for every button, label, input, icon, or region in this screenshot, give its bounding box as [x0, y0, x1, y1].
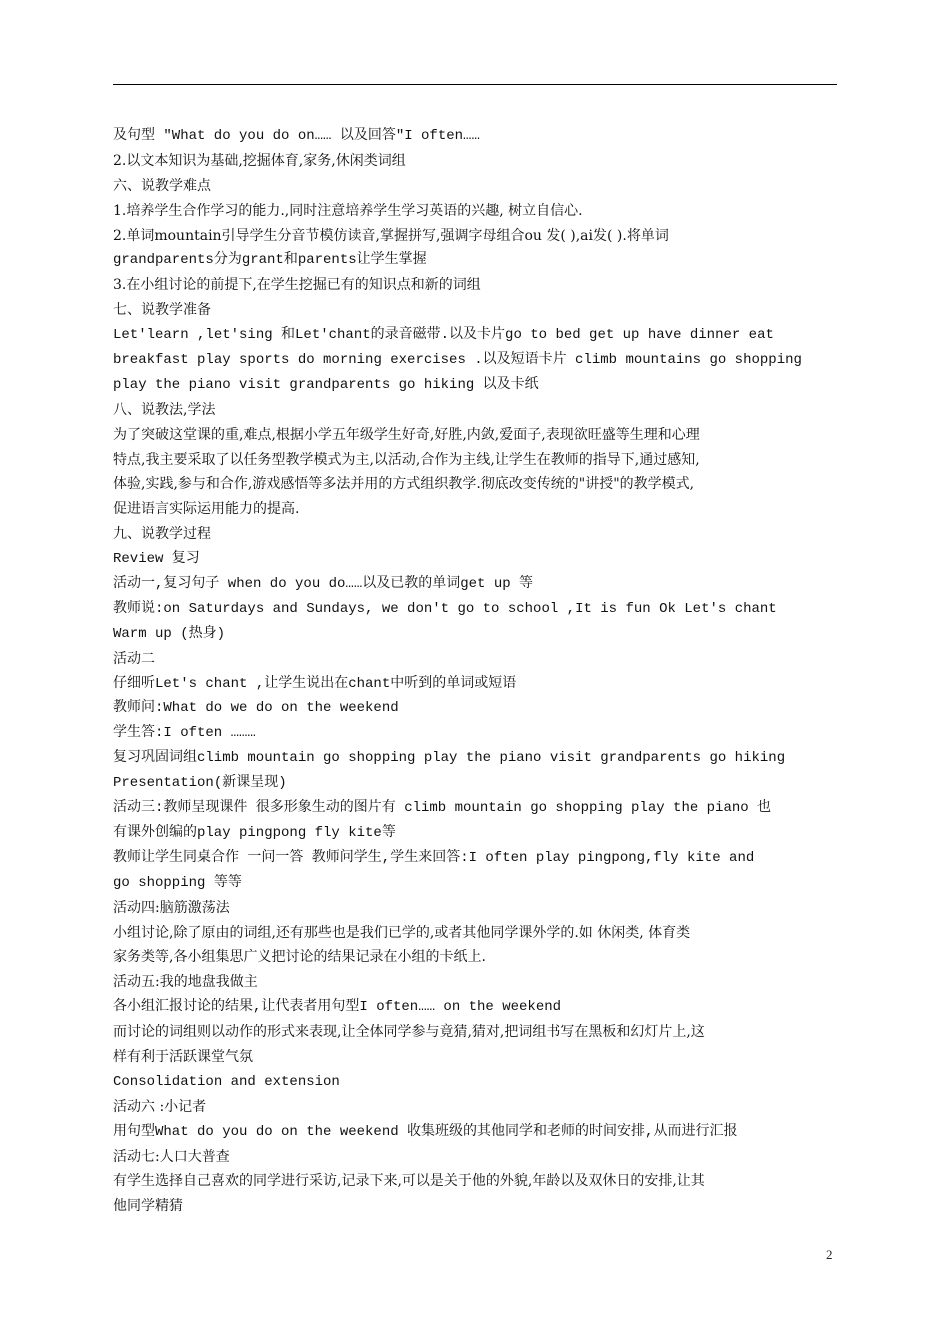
text-line: 特点,我主要采取了以任务型教学模式为主,以活动,合作为主线,让学生在教师的指导下,通过感知,	[113, 451, 700, 468]
text-line: 3.在小组讨论的前提下,在学生挖掘已有的知识点和新的词组	[113, 277, 481, 294]
text-line: 复习巩固词组climb mountain go shopping play the piano visit grandparents go hiking	[113, 750, 786, 767]
text-line: go shopping 等等	[113, 874, 242, 891]
text-line: 为了突破这堂课的重,难点,根据小学五年级学生好奇,好胜,内敛,爱面子,表现欲旺盛等生理和心理	[113, 426, 700, 443]
text-line: 2.以文本知识为基础,挖掘体育,家务,休闲类词组	[113, 152, 406, 169]
text-line: 活动三:教师呈现课件 很多形象生动的图片有 climb mountain go shopping play the piano 也	[113, 800, 772, 817]
text-line: 2.单词mountain引导学生分音节模仿读音,掌握拼写,强调字母组合ou 发( ),ai发( ).将单词	[113, 227, 669, 244]
text-line: 学生答:I often ………	[113, 725, 256, 742]
text-line: 活动二	[113, 650, 155, 667]
text-line: 用句型What do you do on the weekend 收集班级的其他同学和老师的时间安排,从而进行汇报	[113, 1123, 738, 1140]
section-heading: 九、说教学过程	[113, 526, 211, 543]
text-line: Let'learn ,let'sing 和Let'chant的录音磁带.以及卡片go to bed get up have dinner eat	[113, 327, 774, 344]
page-number: 2	[826, 1247, 833, 1262]
text-line: 教师让学生同桌合作 一问一答 教师问学生,学生来回答:I often play pingpong,fly kite and	[113, 849, 755, 866]
text-line: 活动七:人口大普查	[113, 1148, 230, 1165]
header-rule	[113, 84, 837, 85]
text-line: play the piano visit grandparents go hiking 以及卡纸	[113, 376, 539, 393]
text-line: Warm up (热身)	[113, 625, 226, 642]
text-line: 小组讨论,除了原由的词组,还有那些也是我们已学的,或者其他同学课外学的.如 休闲类, 体育类	[113, 924, 691, 941]
text-line: 活动四:脑筋激荡法	[113, 899, 230, 916]
text-line: 家务类等,各小组集思广义把讨论的结果记录在小组的卡纸上.	[113, 949, 486, 966]
section-heading: 七、说教学准备	[113, 302, 211, 319]
text-line: 促进语言实际运用能力的提高.	[113, 501, 300, 518]
text-line: 各小组汇报讨论的结果,让代表者用句型I often…… on the weekend	[113, 999, 562, 1016]
text-line: 1.培养学生合作学习的能力.,同时注意培养学生学习英语的兴趣, 树立自信心.	[113, 202, 583, 219]
text-line: 活动一,复习句子 when do you do……以及已教的单词get up 等	[113, 576, 534, 593]
text-line: 仔细听Let's chant ,让学生说出在chant中听到的单词或短语	[113, 675, 517, 692]
text-line: 活动六 :小记者	[113, 1098, 207, 1115]
text-line: 而讨论的词组则以动作的形式来表现,让全体同学参与竟猜,猜对,把词组书写在黑板和幻灯片上,这	[113, 1024, 705, 1041]
text-line: 教师说:on Saturdays and Sundays, we don't go to school ,It is fun Ok Let's chant	[113, 600, 777, 617]
text-line: 及句型 "What do you do on…… 以及回答"I often……	[113, 128, 480, 144]
text-line: Consolidation and extension	[113, 1073, 340, 1090]
text-line: 教师问:What do we do on the weekend	[113, 700, 399, 717]
text-line: Presentation(新课呈现)	[113, 775, 287, 792]
text-line: 体验,实践,参与和合作,游戏感悟等多法并用的方式组织教学.彻底改变传统的"讲授"的教学模式,	[113, 476, 695, 493]
text-line: 样有利于活跃课堂气氛	[113, 1048, 253, 1065]
text-line: 有学生选择自己喜欢的同学进行采访,记录下来,可以是关于他的外貌,年龄以及双休日的安排,让其	[113, 1173, 705, 1190]
text-line: breakfast play sports do morning exercises .以及短语卡片 climb mountains go shopping	[113, 352, 802, 369]
text-line: grandparents分为grant和parents让学生掌握	[113, 252, 427, 269]
text-line: 他同学精猜	[113, 1198, 183, 1215]
text-line: 有课外创编的play pingpong fly kite等	[113, 824, 396, 841]
document-body	[113, 124, 837, 1219]
section-heading: 六、说教学难点	[113, 177, 211, 194]
text-line: Review 复习	[113, 551, 200, 568]
text-line: 活动五:我的地盘我做主	[113, 974, 258, 991]
section-heading: 八、说教法,学法	[113, 401, 216, 418]
